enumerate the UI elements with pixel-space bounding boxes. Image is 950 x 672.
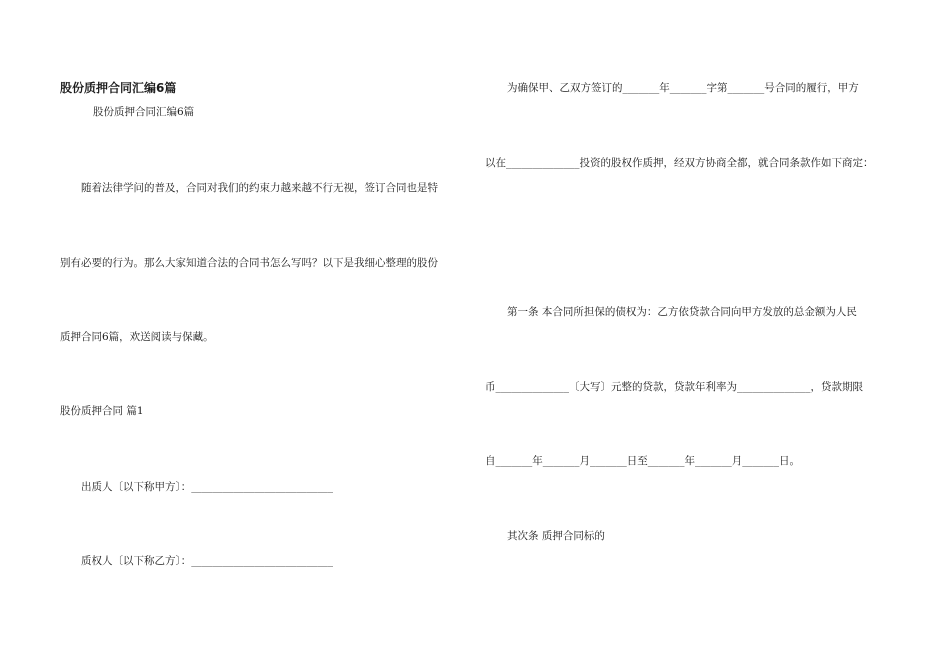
intro-line-3: 质押合同6篇，欢送阅读与保藏。 <box>60 331 214 343</box>
paragraph-1-line-2: 以在______________投资的股权作质押，经双方协商全都，就合同条款作如下商定： <box>485 157 874 169</box>
intro-line-1: 随着法律学问的普及，合同对我们的约束力越来越不行无视，签订合同也是特 <box>81 182 438 194</box>
pledgor-line: 出质人〔以下称甲方〕：___________________________ <box>81 481 333 493</box>
article-1-line-1: 第一条 本合同所担保的债权为：乙方依贷款合同向甲方发放的总金额为人民 <box>507 306 857 318</box>
section-heading: 股份质押合同 篇1 <box>60 405 144 417</box>
document-title: 股份质押合同汇编6篇 <box>60 81 177 95</box>
intro-line-2: 别有必要的行为。那么大家知道合法的合同书怎么写吗？以下是我细心整理的股份 <box>60 257 438 269</box>
pledgee-line: 质权人〔以下称乙方〕：___________________________ <box>81 555 333 567</box>
article-1-line-2: 币______________〔大写〕元整的贷款，贷款年利率为______________，贷款期限 <box>485 381 863 393</box>
article-1-line-3: 自_______年_______月_______日至_______年_______月_______日。 <box>485 455 800 467</box>
document-subtitle: 股份质押合同汇编6篇 <box>93 106 195 118</box>
paragraph-1-line-1: 为确保甲、乙双方签订的_______年_______字第_______号合同的履行，甲方 <box>507 82 859 94</box>
article-2-heading: 其次条 质押合同标的 <box>507 530 605 542</box>
